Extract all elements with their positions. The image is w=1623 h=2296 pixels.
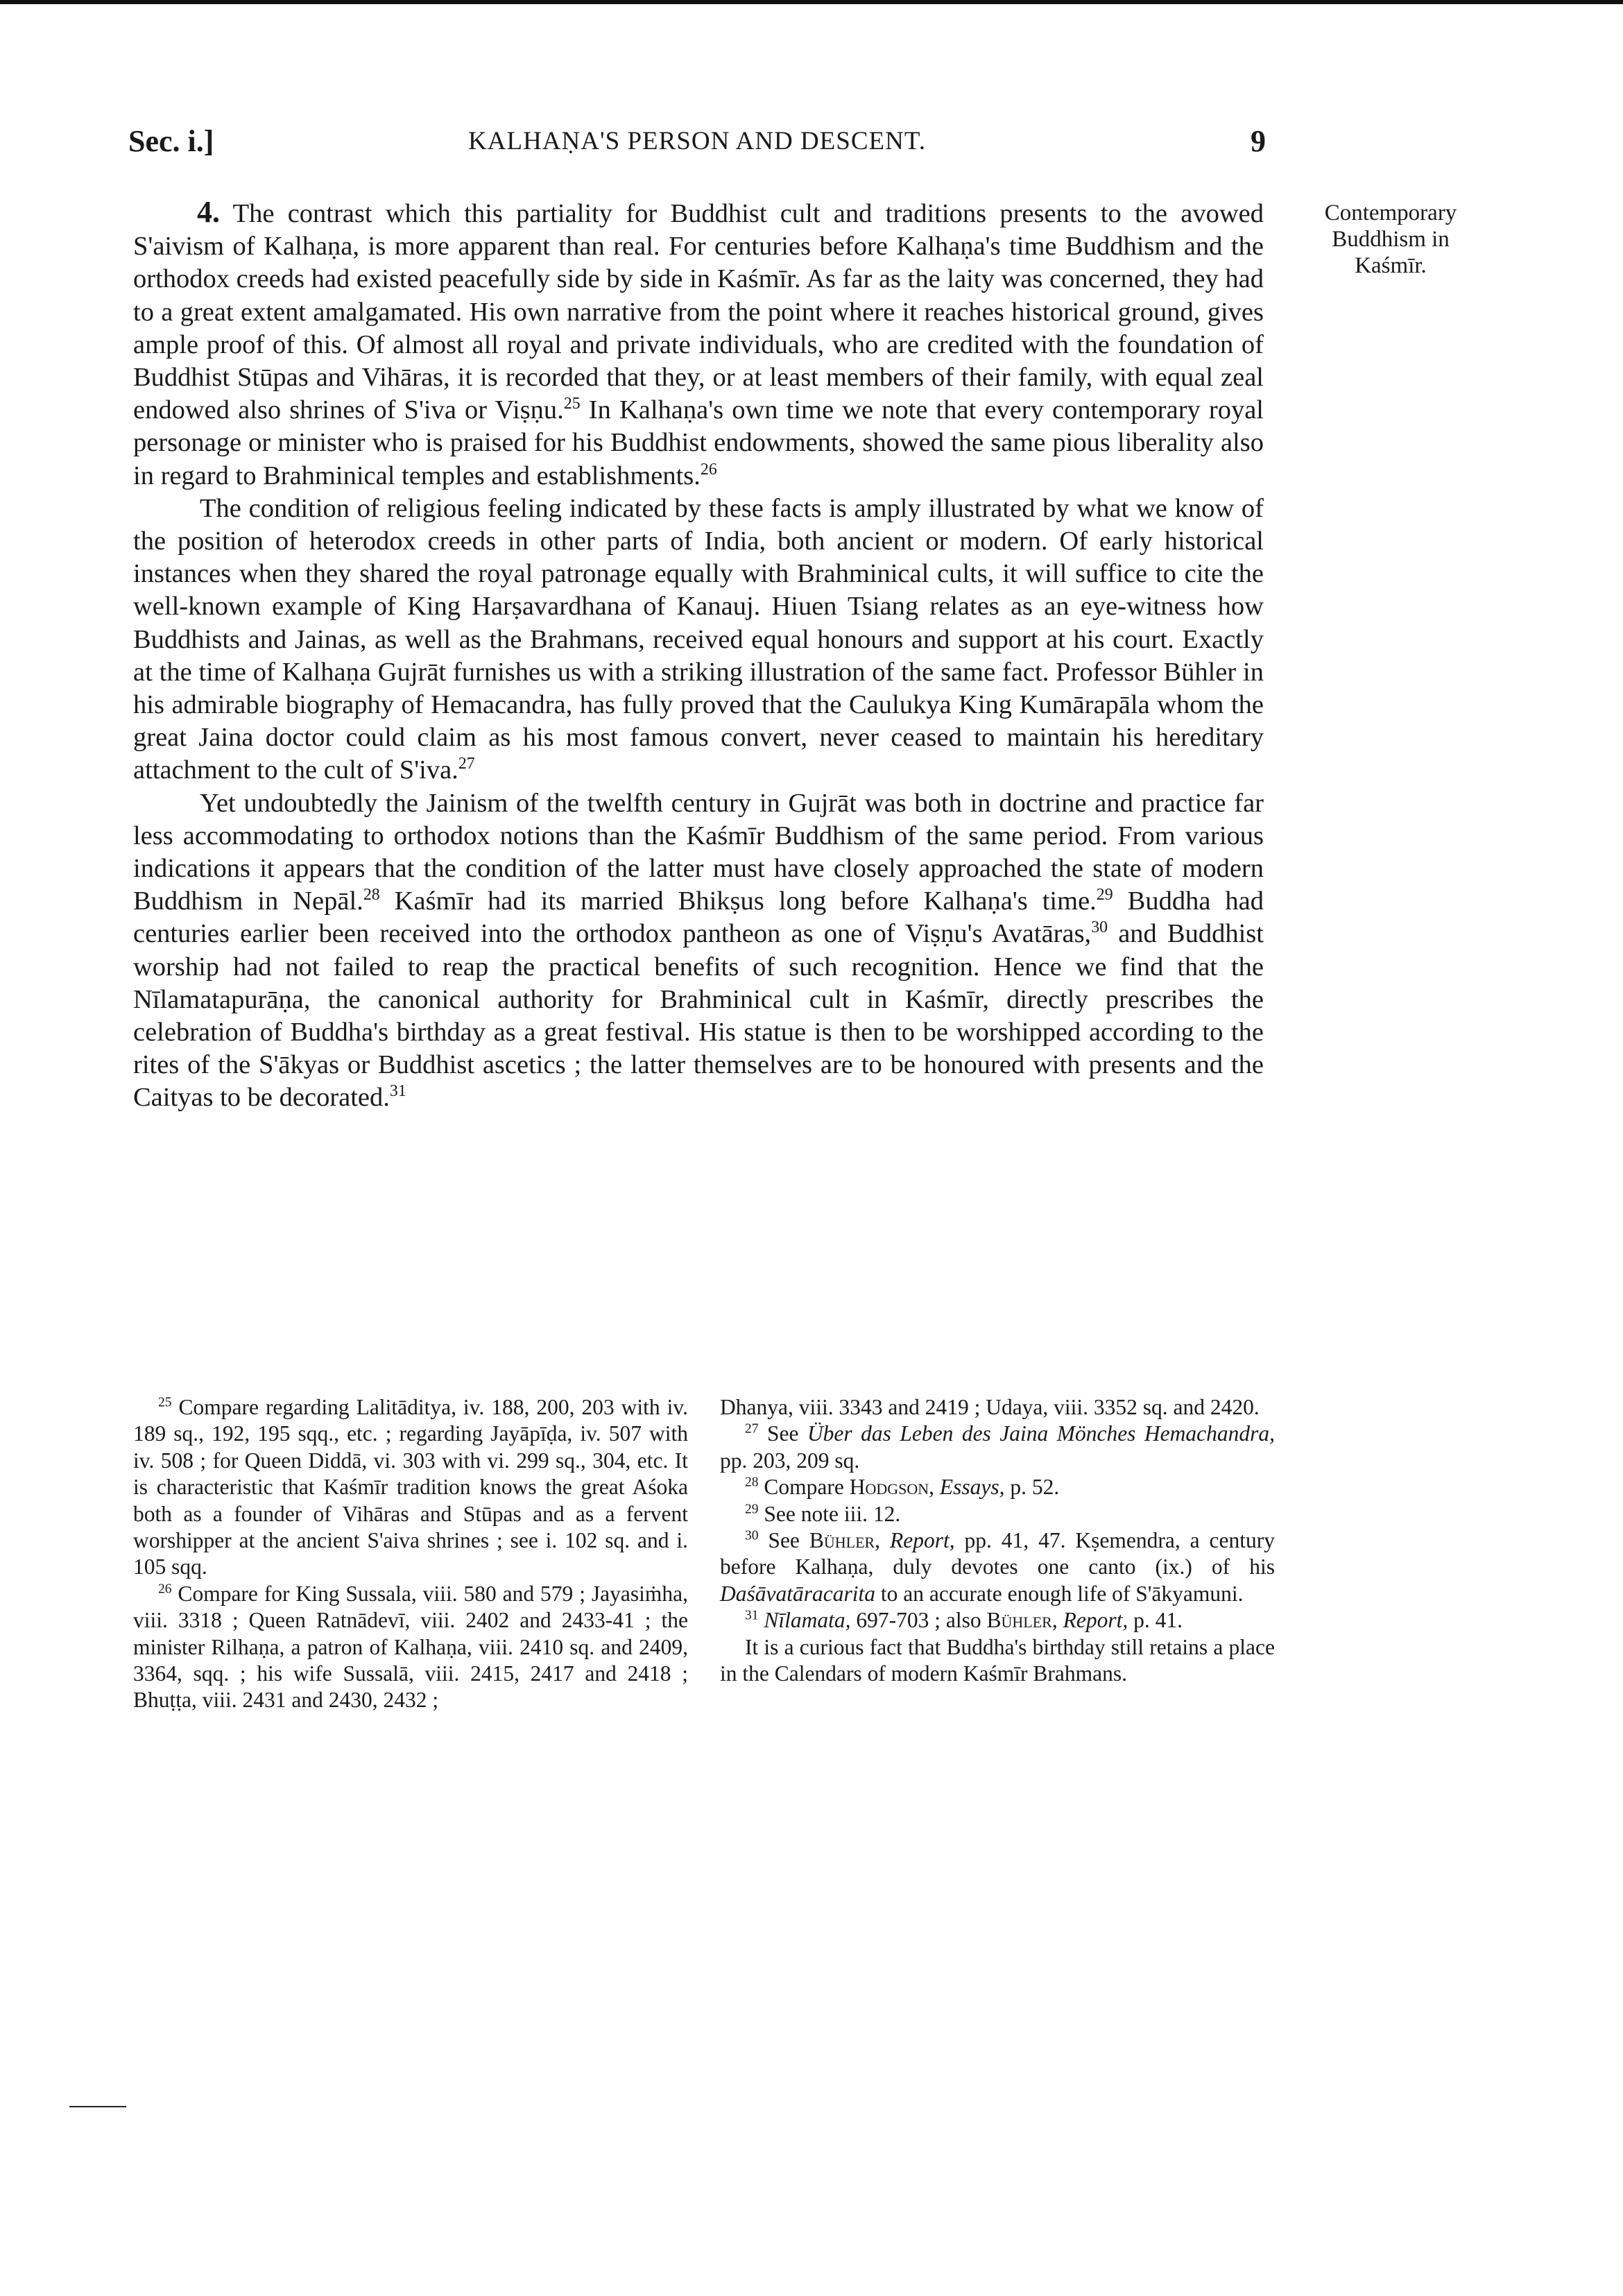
footnote-31 bbox=[720, 1607, 1275, 1634]
footnote-ref[interactable]: 30 bbox=[1091, 918, 1108, 937]
top-border bbox=[0, 0, 1623, 4]
book-title: Daśāvatāracarita bbox=[720, 1581, 875, 1606]
footnote-text: pp. 41, 47. Kṣemendra, a century before Kalhaṇa, duly devotes one canto (ix.) of his bbox=[720, 1528, 1275, 1579]
margin-sidenote bbox=[1297, 200, 1484, 279]
footnote-text: p. 52. bbox=[1004, 1475, 1060, 1500]
footnote-ref[interactable]: 27 bbox=[458, 755, 475, 773]
paragraph-text: The contrast which this partiality for Buddhist cult and traditions presents to the avowed S'aivism of Kalhaṇa, is more apparent than real. For centuries before Kalhaṇa's time Buddhism and the orthodox creeds had existed peacefully side by side in Kaśmīr. As far as the laity was concerned, they had to a great extent amalgamated. His own narrative from the point where it reaches historical ground, gives ample proof of this. Of almost all royal and private individuals, who are credited with the foundation of Buddhist Stūpas and Vihāras, it is recorded that they, or at least members of their family, with equal zeal endowed also shrines of S'iva or Viṣṇu. bbox=[133, 199, 1264, 425]
running-header bbox=[128, 123, 1266, 172]
footnote-ref[interactable]: 31 bbox=[389, 1082, 406, 1101]
book-title: Report, bbox=[889, 1528, 955, 1553]
paragraph-text: In Kalhaṇa's own time we note that every contemporary royal personage or minister who is praised for his Buddhist endowments, showed the same pious liberality also in regard to Brahminical temples and establishments. bbox=[133, 395, 1264, 490]
body-text bbox=[133, 196, 1264, 1115]
author-name: Bühler, bbox=[809, 1528, 881, 1553]
paragraph-text: and Buddhist worship had not failed to reap the practical benefits of such recognition. Hence we find that the Nīlamatapurāṇa, the canonical authority for Brahminical cult in Kaśmīr, directly prescribes the celebration of Buddha's birthday as a great festival. His statue is then to be worshipped according to the rites of the S'ākyas or Buddhist ascetics ; the latter themselves are to be honoured with presents and the Caityas to be decorated. bbox=[133, 919, 1264, 1113]
author-name: Hodgson, bbox=[849, 1475, 935, 1500]
footnote-30 bbox=[720, 1527, 1275, 1607]
footnote-text: See note iii. 12. bbox=[758, 1501, 901, 1526]
book-title: Report, bbox=[1063, 1608, 1128, 1633]
footnote-25 bbox=[133, 1394, 688, 1581]
paragraph bbox=[133, 492, 1264, 787]
paragraph bbox=[133, 787, 1264, 1115]
footnote-text: 697-703 ; also bbox=[850, 1608, 987, 1633]
footnote-mark: 29 bbox=[745, 1502, 759, 1517]
footnote-text: pp. 203, 209 sq. bbox=[720, 1448, 860, 1473]
closing-note: It is a curious fact that Buddha's birthday still retains a place in the Calendars of modern Kaśmīr Brahmans. bbox=[720, 1634, 1275, 1686]
book-title: Essays, bbox=[939, 1475, 1005, 1500]
author-name: Bühler, bbox=[986, 1608, 1058, 1633]
footnote-28 bbox=[720, 1474, 1275, 1500]
footnote-26 bbox=[133, 1581, 688, 1714]
running-title: KALHAṆA'S PERSON AND DESCENT. bbox=[468, 127, 926, 155]
footnote-text: p. 41. bbox=[1128, 1608, 1183, 1633]
footnote-29 bbox=[720, 1501, 1275, 1527]
footnote-text: Compare bbox=[758, 1475, 850, 1500]
footnote-column-left bbox=[133, 1394, 688, 1714]
footnote-mark: 25 bbox=[158, 1395, 172, 1410]
footnote-26-continued: Dhanya, viii. 3343 and 2419 ; Udaya, viii. 3352 sq. and 2420. bbox=[720, 1395, 1260, 1419]
footnote-ref[interactable]: 28 bbox=[363, 886, 380, 905]
footnote-column-right bbox=[720, 1394, 1275, 1687]
footnote-ref[interactable]: 29 bbox=[1096, 886, 1113, 905]
book-title: Nīlamata, bbox=[764, 1608, 851, 1633]
footnote-ref[interactable]: 25 bbox=[563, 395, 581, 413]
paragraph bbox=[133, 196, 1264, 492]
sidenote-line: Buddhism in bbox=[1332, 227, 1450, 252]
footnote-ref[interactable]: 26 bbox=[700, 460, 717, 479]
margin-mark bbox=[69, 2106, 126, 2107]
footnote-mark: 26 bbox=[158, 1582, 172, 1597]
footnote-mark: 31 bbox=[745, 1608, 759, 1623]
paragraph-text: Yet undoubtedly the Jainism of the twelfth century in Gujrāt was both in doctrine and practice far less accommodating to orthodox notions than the Kaśmīr Buddhism of the same period. From various indications it appears that the condition of the latter must have closely approached the state of modern Buddhism in Nepāl. bbox=[133, 788, 1264, 916]
footnote-text: Compare for King Sussala, viii. 580 and 579 ; Jayasiṁha, viii. 3318 ; Queen Ratnādevī, viii. 2402 and 2433-41 ; the minister Rilhaṇa, a patron of Kalhaṇa, viii. 2410 sq. and 2409, 3364, sqq. ; his wife Sussalā, viii. 2415, 2417 and 2418 ; Bhuṭṭa, viii. 2431 and 2430, 2432 ; bbox=[133, 1581, 688, 1713]
footnote-text: See bbox=[758, 1528, 809, 1553]
footnote-mark: 28 bbox=[745, 1475, 759, 1490]
footnote-27 bbox=[720, 1421, 1275, 1474]
book-title: Über das Leben des Jaina Mönches Hemachandra, bbox=[807, 1421, 1275, 1446]
footnote-mark: 27 bbox=[745, 1421, 759, 1437]
footnote-text: to an accurate enough life of S'ākyamuni. bbox=[875, 1581, 1244, 1606]
sidenote-line: Contemporary bbox=[1324, 200, 1457, 225]
footnote-text: Compare regarding Lalitāditya, iv. 188, 200, 203 with iv. 189 sq., 192, 195 sqq., etc. ; regarding Jayāpīḍa, iv. 507 with iv. 508 ; for Queen Diddā, vi. 303 with vi. 299 sq., 304, etc. It is characteristic that Kaśmīr tradition knows the great Aśoka both as a founder of Vihāras and Stūpas and as a fervent worshipper at the ancient S'aiva shrines ; see i. 102 sq. and i. 105 sqq. bbox=[133, 1395, 688, 1579]
footnote-text: See bbox=[758, 1421, 807, 1446]
paragraph-text: Buddha had centuries earlier been received into the orthodox pantheon as one of Viṣṇu's Avatāras, bbox=[133, 886, 1264, 949]
paragraph-text: The condition of religious feeling indicated by these facts is amply illustrated by what we know of the position of heterodox creeds in other parts of India, both ancient or modern. Of early historical instances when they shared the royal patronage equally with Brahminical cults, it will suffice to cite the well-known example of King Harṣavardhana of Kanauj. Hiuen Tsiang relates as an eye-witness how Buddhists and Jainas, as well as the Brahmans, received equal honours and support at his court. Exactly at the time of Kalhaṇa Gujrāt furnishes us with a striking illustration of the same fact. Professor Bühler in his admirable biography of Hemacandra, has fully proved that the Caulukya King Kumārapāla whom the great Jaina doctor could claim as his most famous convert, never ceased to maintain his hereditary attachment to the cult of S'iva. bbox=[133, 493, 1264, 785]
section-number: 4. bbox=[197, 195, 220, 229]
sidenote-line: Kaśmīr. bbox=[1355, 253, 1427, 278]
paragraph-text: Kaśmīr had its married Bhikṣus long before Kalhaṇa's time. bbox=[379, 886, 1097, 916]
section-label: Sec. i.] bbox=[128, 124, 214, 158]
page-number: 9 bbox=[1251, 124, 1266, 158]
footnote-mark: 30 bbox=[745, 1528, 759, 1543]
